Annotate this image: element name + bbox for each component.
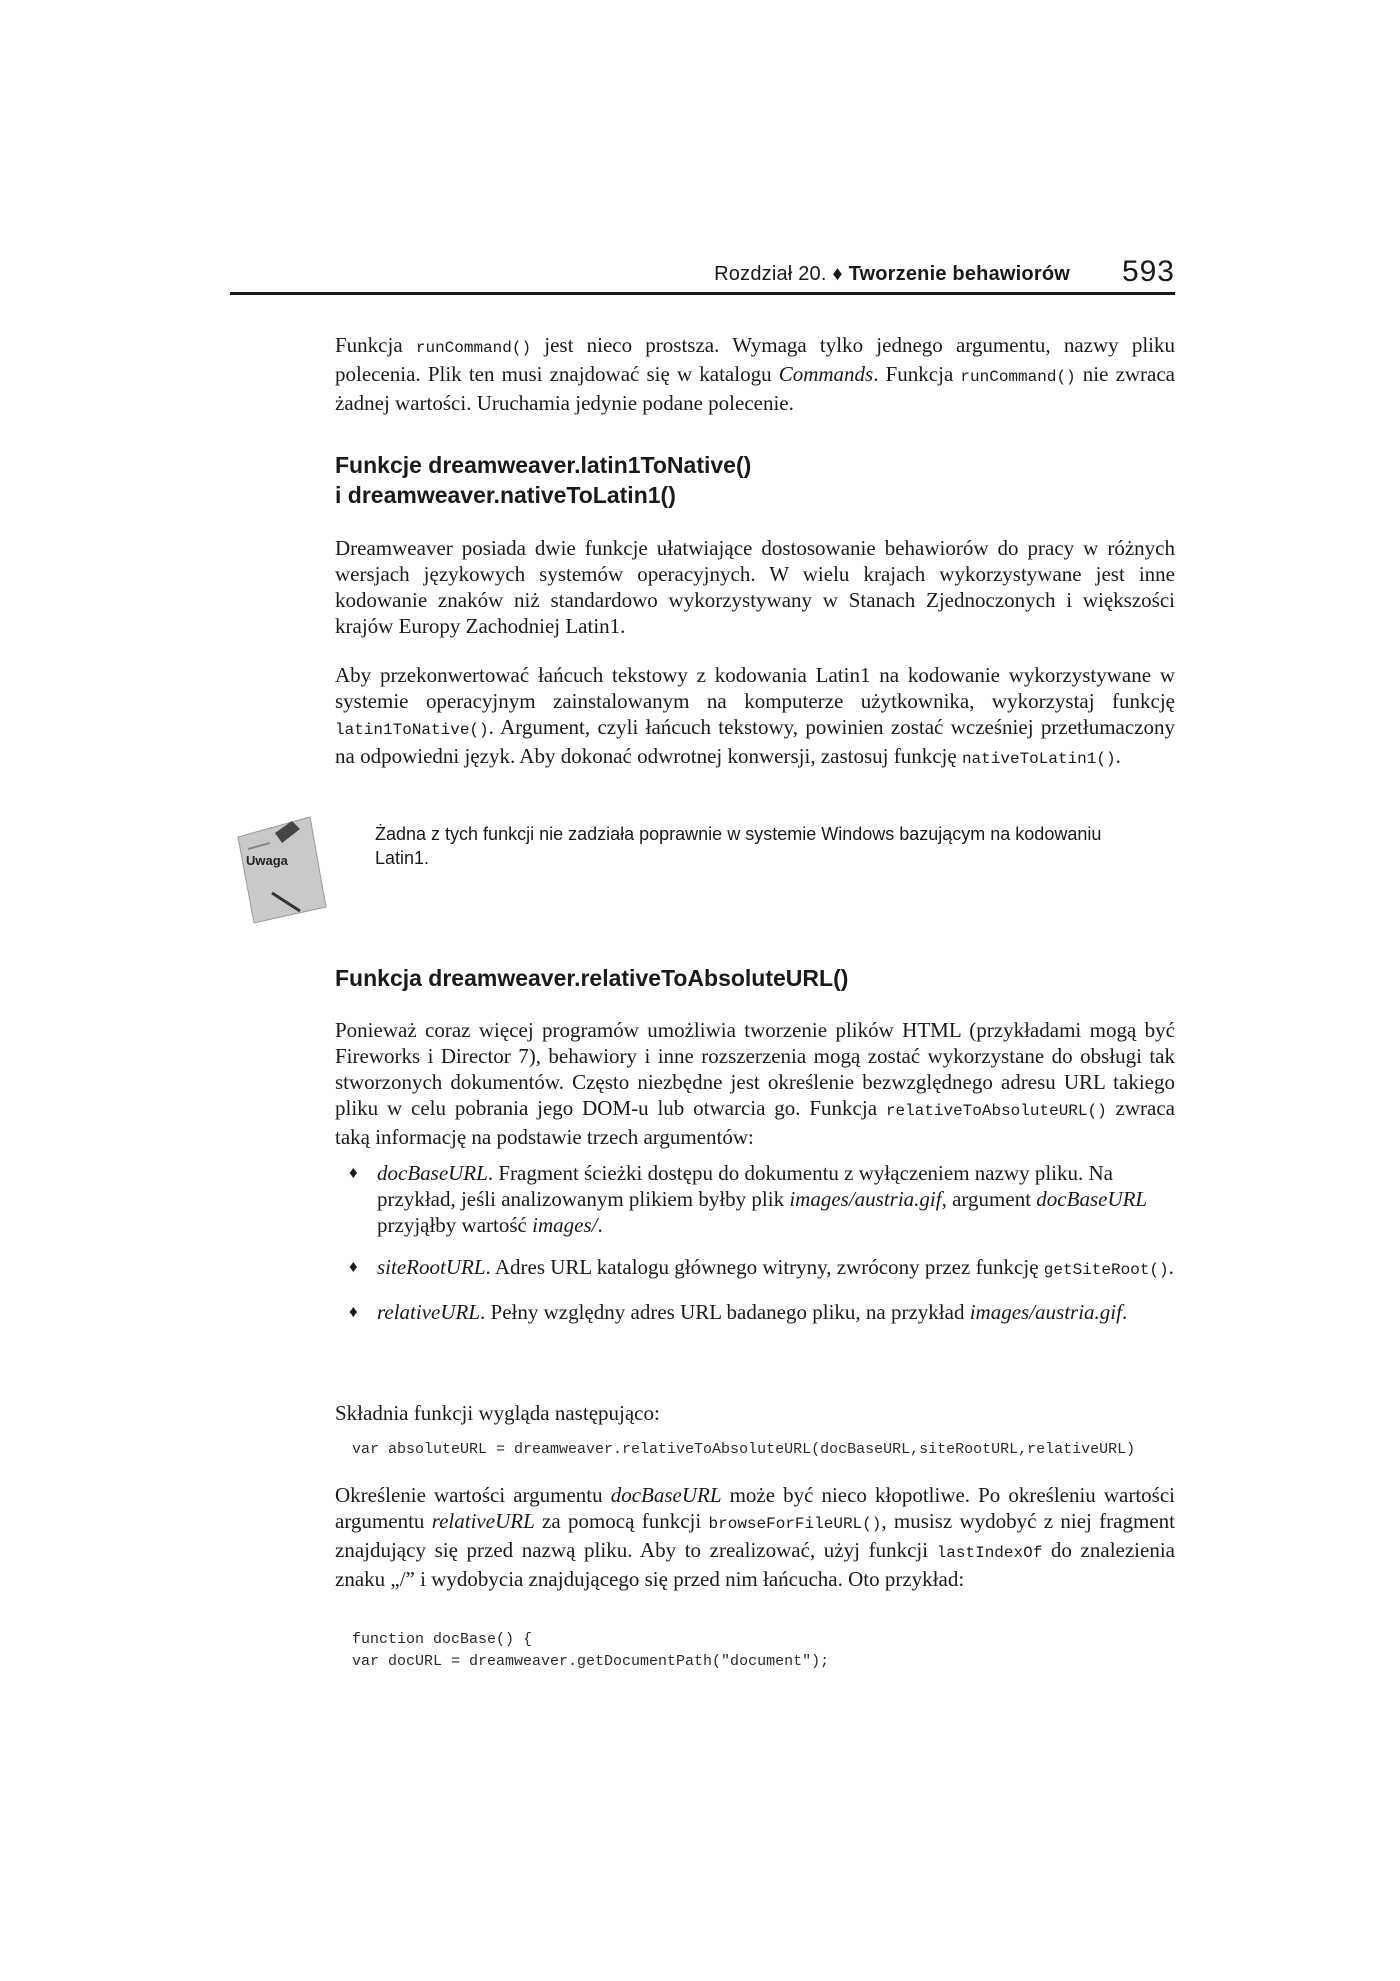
text-span: . [1115, 744, 1121, 768]
paragraph-runcommand [335, 332, 1175, 416]
code-inline: lastIndexOf [936, 1544, 1043, 1562]
code-inline: browseForFileURL() [708, 1515, 882, 1533]
italic-term: relativeURL [377, 1300, 481, 1324]
text-span: Aby przekonwertować łańcuch tekstowy z kodowania Latin1 na kodowanie wykorzystywane w systemie operacyjnym zainstalowanym na komputerze użytkownika, wykorzystaj funkcję [335, 663, 1175, 713]
code-inline: getSiteRoot() [1043, 1261, 1169, 1279]
italic-term: docBaseURL [1036, 1187, 1148, 1211]
text-span: może być nieco kłopotliwe. Po określeniu wartości argumentu [335, 1483, 1175, 1533]
italic-term: docBaseURL [610, 1483, 722, 1507]
text-span: Określenie wartości argumentu [335, 1483, 611, 1507]
syntax-intro: Składnia funkcji wygląda następująco: [335, 1401, 660, 1425]
note-icon-graphic [230, 815, 330, 925]
diamond-bullet-icon: ♦ [349, 1257, 358, 1276]
text-span: . Adres URL katalogu głównego witryny, zwrócony przez funkcję [485, 1255, 1044, 1279]
chapter-title: Tworzenie behawiorów [848, 263, 1070, 285]
text-span: . Argument, czyli łańcuch tekstowy, powinien zostać wcześniej przetłumaczony na odpowiedni język. Aby dokonać odwrotnej konwersji, zastosuj funkcję [335, 715, 1175, 768]
heading-line: i dreamweaver.nativeToLatin1() [335, 482, 676, 508]
text-span: , argument [941, 1187, 1037, 1211]
italic-term: images/ [532, 1213, 598, 1237]
section-heading-relativetoabsolute: Funkcja dreamweaver.relativeToAbsoluteURL() [335, 965, 849, 991]
list-item [335, 1299, 1175, 1325]
code-inline: relativeToAbsoluteURL() [885, 1102, 1107, 1120]
syntax-code: var absoluteURL = dreamweaver.relativeToAbsoluteURL(docBaseURL,siteRootURL,relativeURL) [352, 1441, 1136, 1458]
text-span: Ponieważ coraz więcej programów umożliwia tworzenie plików HTML (przykładami mogą być Fireworks i Director 7), behawiory i inne rozszerzenia mogą zostać wykorzystane do obsługi tak stworzonych dokumentów. Często niezbędne jest określenie bezwzględnego adresu URL takiego pliku w celu pobrania jego DOM-u lub otwarcia go. Funkcja [335, 1018, 1175, 1120]
text-span: za pomocą funkcji [534, 1509, 709, 1533]
paragraph-conversion [335, 662, 1175, 772]
italic-term: images/austria.gif [789, 1187, 942, 1211]
italic-term: Commands [778, 362, 874, 386]
running-header-title [714, 263, 1070, 286]
example-code-line: var docURL = dreamweaver.getDocumentPath("document"); [352, 1653, 830, 1670]
italic-term: images/austria.gif [969, 1300, 1122, 1324]
note-icon [230, 815, 330, 925]
text-span: nie zwraca żadnej wartości. Uruchamia jedynie podane polecenie. [335, 362, 1176, 415]
text-span: Funkcja [335, 333, 416, 357]
diamond-bullet-icon: ♦ [349, 1163, 358, 1182]
argument-list [335, 1160, 1175, 1341]
diamond-bullet-icon: ♦ [349, 1302, 358, 1321]
italic-term: docBaseURL [377, 1161, 488, 1185]
text-span: do znalezienia znaku „/” i wydobycia znajdującego się przed nim łańcucha. Oto przykład: [335, 1538, 1175, 1591]
code-inline: runCommand() [960, 368, 1076, 386]
note-text: Żadna z tych funkcji nie zadziała poprawnie w systemie Windows bazującym na kodowaniu Latin1. [375, 824, 1102, 868]
page-number: 593 [1121, 255, 1175, 288]
text-span: . [1168, 1255, 1174, 1279]
code-inline: nativeToLatin1() [961, 750, 1116, 768]
diamond-icon: ♦ [832, 263, 843, 285]
heading-line: Funkcje dreamweaver.latin1ToNative() [335, 452, 752, 478]
text-span: . [1121, 1300, 1128, 1324]
paragraph-relativetoabsolute [335, 1017, 1175, 1150]
running-header [230, 252, 1175, 295]
section-heading-latin1 [335, 450, 1175, 510]
list-item [335, 1254, 1175, 1283]
text-span: , musisz wydobyć z niej fragment znajdujący się przed nazwą pliku. Aby to zrealizować, użyj funkcji [335, 1509, 1175, 1562]
text-span: zwraca taką informację na podstawie trzech argumentów: [335, 1096, 1175, 1149]
chapter-number: Rozdział 20. [714, 263, 827, 285]
paragraph-docbaseurl [335, 1482, 1175, 1592]
paragraph-encoding: Dreamweaver posiada dwie funkcje ułatwiające dostosowanie behawiorów do pracy w różnych wersjach językowych systemów operacyjnych. W wielu krajach wykorzystywane jest inne kodowanie znaków niż standardowo wykorzystywany w Stanach Zjednoczonych i większości krajów Europy Zachodniej Latin1. [335, 536, 1175, 638]
text-span: . Funkcja [873, 362, 961, 386]
code-inline: latin1ToNative() [335, 721, 489, 739]
text-span: . Pełny względny adres URL badanego pliku, na przykład [480, 1300, 970, 1324]
example-code-line: function docBase() { [352, 1631, 533, 1648]
text-span: przyjąłby wartość [377, 1213, 533, 1237]
text-span: . [597, 1213, 603, 1237]
text-span: jest nieco prostsza. Wymaga tylko jednego argumentu, nazwy pliku polecenia. Plik ten musi znajdować się w katalogu [335, 333, 1176, 386]
note-icon-label: Uwaga [246, 853, 288, 868]
code-inline: runCommand() [415, 339, 532, 357]
italic-term: relativeURL [431, 1509, 535, 1533]
text-span: . Fragment ścieżki dostępu do dokumentu z wyłączeniem nazwy pliku. Na przykład, jeśli analizowanym plikiem byłby plik [377, 1161, 1113, 1211]
italic-term: siteRootURL [377, 1255, 486, 1279]
list-item [335, 1160, 1175, 1238]
